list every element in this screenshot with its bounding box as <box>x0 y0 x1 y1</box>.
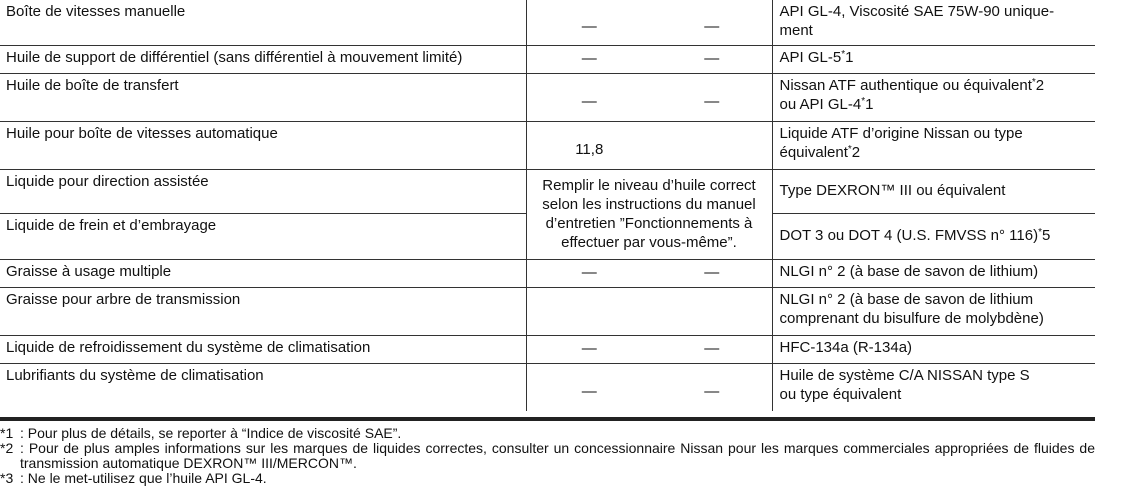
footnote-text: : Pour plus de détails, se reporter à “Indice de viscosité SAE”. <box>20 425 402 441</box>
footnote-3 <box>0 471 1095 486</box>
footnote-1 <box>0 426 1095 441</box>
table-row <box>0 287 1095 335</box>
footnotes <box>0 426 1095 486</box>
row-label: Liquide pour direction assistée <box>0 169 526 213</box>
capacity-value: — <box>581 92 597 110</box>
table-row <box>0 363 1095 411</box>
footnote-mark: *1 <box>0 425 14 441</box>
footnote-2 <box>0 441 1095 471</box>
row-spec: API GL-5*1 <box>772 45 1095 73</box>
table-row <box>0 169 1095 213</box>
row-label: Huile de boîte de transfert <box>0 73 526 121</box>
row-spec: DOT 3 ou DOT 4 (U.S. FMVSS n° 116)*5 <box>772 213 1095 259</box>
row-spec: NLGI n° 2 (à base de savon de lithium comprenant du bisulfure de molybdène) <box>772 287 1095 335</box>
row-spec: HFC-134a (R-134a) <box>772 335 1095 363</box>
table-row <box>0 121 1095 169</box>
row-label: Liquide de refroidissement du système de climatisation <box>0 335 526 363</box>
capacity-value: 11,8 <box>575 140 604 158</box>
row-spec: Type DEXRON™ III ou équivalent <box>772 169 1095 213</box>
row-spec: Liquide ATF d’origine Nissan ou type équivalent*2 <box>772 121 1095 169</box>
footnote-text: : Ne le met-utilisez que l’huile API GL-4. <box>20 470 267 486</box>
merged-capacity-note: Remplir le niveau d’huile correct selon les instructions du manuel d’entretien ”Fonctionnements à effectuer par vous-même”. <box>526 169 772 259</box>
row-label: Huile pour boîte de vitesses automatique <box>0 121 526 169</box>
row-label: Huile de support de différentiel (sans différentiel à mouvement limité) <box>0 45 526 73</box>
capacity-value: — <box>704 50 720 67</box>
table-row <box>0 259 1095 287</box>
capacity-value: — <box>704 92 720 110</box>
capacity-value: — <box>704 17 720 35</box>
row-label: Liquide de frein et d’embrayage <box>0 213 526 259</box>
row-label: Graisse à usage multiple <box>0 259 526 287</box>
row-spec: Nissan ATF authentique ou équivalent*2 ou API GL-4*1 <box>772 73 1095 121</box>
capacity-value: — <box>581 17 597 35</box>
table-row <box>0 335 1095 363</box>
capacity-value: — <box>704 382 720 400</box>
footnote-mark: *2 <box>0 440 14 456</box>
table-row <box>0 73 1095 121</box>
capacity-value: — <box>581 50 597 67</box>
table-bottom-rule <box>0 417 1095 421</box>
capacity-value: — <box>704 340 720 357</box>
capacity-value: — <box>581 264 597 281</box>
row-label: Boîte de vitesses manuelle <box>0 0 526 45</box>
capacity-value: — <box>704 264 720 281</box>
row-spec: NLGI n° 2 (à base de savon de lithium) <box>772 259 1095 287</box>
table-row <box>0 45 1095 73</box>
capacity-value: — <box>581 340 597 357</box>
footnote-text: : Pour de plus amples informations sur les marques de liquides correctes, consulter un concessionnaire Nissan pour les marques commerciales appropriées de fluides de transmission automatique DEXRON™ III/MERCON™. <box>20 440 1095 471</box>
capacity-value: — <box>581 382 597 400</box>
footnote-mark: *3 <box>0 470 14 486</box>
row-spec: Huile de système C/A NISSAN type S ou type équivalent <box>772 363 1095 411</box>
table-row <box>0 0 1095 45</box>
row-label: Lubrifiants du système de climatisation <box>0 363 526 411</box>
row-spec: API GL-4, Viscosité SAE 75W-90 unique- ment <box>772 0 1095 45</box>
row-label: Graisse pour arbre de transmission <box>0 287 526 335</box>
